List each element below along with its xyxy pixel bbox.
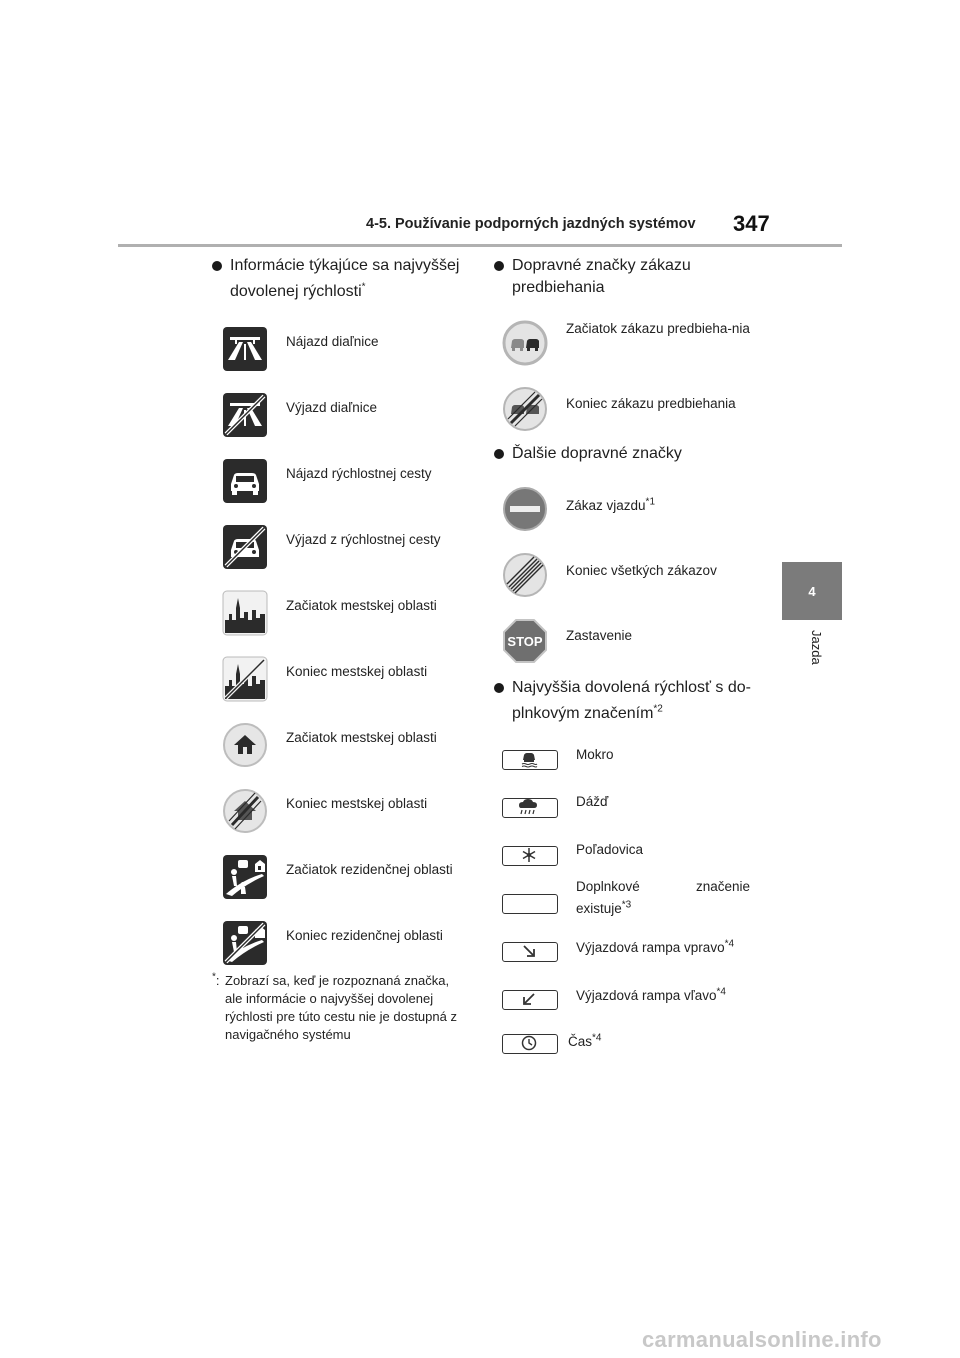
- sign-row: [502, 942, 558, 962]
- sign-label: Nájazd diaľnice: [286, 334, 379, 349]
- arrow-down-left-icon: [502, 990, 558, 1010]
- sign-label: Zákaz vjazdu$^{*1}$: [566, 496, 655, 513]
- sign-label: Výjazd diaľnice: [286, 400, 377, 415]
- sign-label: Koniec mestskej oblasti: [286, 664, 428, 679]
- end-all-restrictions-icon: [502, 552, 548, 598]
- no-overtaking-end-icon: [502, 386, 548, 432]
- svg-text:STOP: STOP: [507, 634, 543, 649]
- bullet-icon: [494, 683, 504, 693]
- chapter-tab: 4: [782, 562, 842, 620]
- sign-label: Nájazd rýchlostnej cesty: [286, 466, 432, 481]
- sign-label: Poľadovica: [576, 842, 643, 857]
- footnote: *: Zobrazí sa, keď je rozpoznaná značka, ale informácie o najvyššej dovolenej rýchlosti pre túto cestu nie je dostupná z navigačného systému: [212, 972, 468, 1044]
- supplementary-heading: Najvyššia dovolená rýchlosť s do- plnkovým značením$^{*2}$: [494, 677, 756, 725]
- sign-label: Čas$^{*4}$: [568, 1032, 602, 1049]
- speed-info-heading: Informácie týkajúce sa najvyššej dovolenej rýchlosti*: [212, 255, 482, 303]
- rain-icon: [502, 798, 558, 818]
- wet-road-icon: [502, 750, 558, 770]
- sign-label: Začiatok zákazu predbieha-nia: [566, 321, 750, 336]
- no-overtaking-icon: [502, 320, 548, 366]
- sign-row: [502, 846, 558, 866]
- motorway-start-icon: [222, 326, 268, 372]
- sign-label: Výjazdová rampa vpravo$^{*4}$: [576, 938, 735, 955]
- expressway-end-icon: [222, 524, 268, 570]
- other-signs-heading: Ďalšie dopravné značky: [494, 443, 754, 465]
- header-divider: [118, 244, 842, 247]
- city-end-icon: [222, 656, 268, 702]
- clock-icon: [502, 1034, 558, 1054]
- sign-row: [502, 990, 558, 1010]
- sign-label: Koniec mestskej oblasti: [286, 796, 428, 811]
- residential-start-icon: [222, 854, 268, 900]
- chapter-label: Jazda: [809, 630, 824, 665]
- sign-label: Výjazd z rýchlostnej cesty: [286, 532, 441, 547]
- snowflake-icon: [502, 846, 558, 866]
- arrow-down-right-icon: [502, 942, 558, 962]
- sign-row: [502, 1034, 558, 1054]
- sign-label: Mokro: [576, 747, 614, 762]
- bullet-icon: [212, 261, 222, 271]
- sign-label: Dážď: [576, 794, 609, 809]
- sign-label: Koniec všetkých zákazov: [566, 563, 717, 578]
- sign-label: Začiatok rezidenčnej oblasti: [286, 862, 453, 877]
- sign-label: Výjazdová rampa vľavo$^{*4}$: [576, 986, 726, 1003]
- page-number: 347: [733, 211, 770, 236]
- city-start-icon: [222, 590, 268, 636]
- blank-panel-icon: [502, 894, 558, 914]
- footnote-text: Zobrazí sa, keď je rozpoznaná značka, ale informácie o najvyššej dovolenej rýchlosti pre túto cestu nie je dostupná z navigačného systému: [225, 973, 457, 1042]
- bullet-icon: [494, 261, 504, 271]
- sign-label: Doplnkové značenie existuje$^{*3}$: [576, 879, 750, 916]
- watermark: carmanualsonline.info: [642, 1327, 882, 1352]
- motorway-end-icon: [222, 392, 268, 438]
- sign-label: Koniec zákazu predbiehania: [566, 396, 736, 411]
- residential-end-icon: [222, 920, 268, 966]
- urban-house-end-icon: [222, 788, 268, 834]
- sign-row: [502, 750, 558, 770]
- expressway-start-icon: [222, 458, 268, 504]
- sign-row: [502, 798, 558, 818]
- sign-label: Začiatok mestskej oblasti: [286, 598, 437, 613]
- sign-label: Zastavenie: [566, 628, 633, 643]
- sign-row: [502, 894, 558, 914]
- sign-label: Koniec rezidenčnej oblasti: [286, 928, 443, 943]
- no-entry-icon: [502, 486, 548, 532]
- section-title: 4-5. Používanie podporných jazdných systémov: [366, 216, 696, 232]
- sign-label: Začiatok mestskej oblasti: [286, 730, 437, 745]
- overtaking-heading: Dopravné značky zákazu predbiehania: [494, 255, 754, 299]
- bullet-icon: [494, 449, 504, 459]
- urban-house-start-icon: [222, 722, 268, 768]
- stop-sign-icon: [502, 618, 548, 664]
